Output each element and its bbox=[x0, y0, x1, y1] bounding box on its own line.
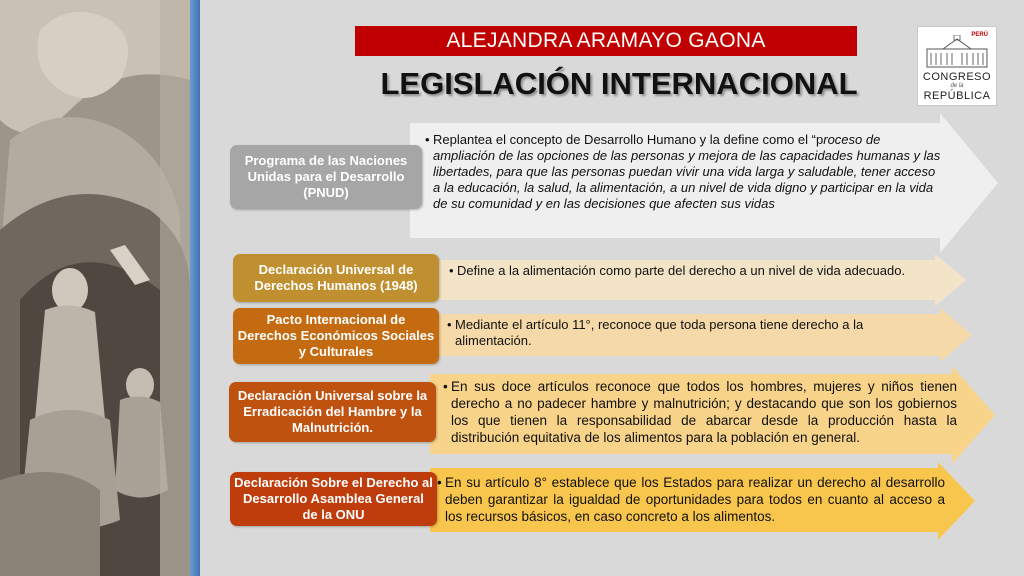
logo-line-3: REPÚBLICA bbox=[923, 90, 991, 102]
row-3-description: • Mediante el artículo 11°, reconoce que toda persona tiene derecho a la alimentación. bbox=[447, 317, 864, 348]
row-4-description: • En sus doce artículos reconoce que todos los hombres, mujeres y niños tienen derecho a no padecer hambre y malnutrición; y destacando que son los gobiernos los que tienen la responsabilidad de abarcar desde la producción hasta la distribución equitativa de los alimentos para la población en general. bbox=[443, 379, 957, 445]
row-2-arrow bbox=[430, 254, 970, 306]
row-2-label: Declaración Universal de Derechos Humanos (1948) bbox=[233, 254, 439, 302]
logo-line-2: de la bbox=[950, 83, 964, 89]
facade-photo bbox=[0, 0, 190, 576]
accent-bar bbox=[190, 0, 200, 576]
row-2-description: • Define a la alimentación como parte del derecho a un nivel de vida adecuado. bbox=[449, 263, 906, 278]
row-5-label: Declaración Sobre el Derecho al Desarrollo Asamblea General de la ONU bbox=[230, 472, 437, 526]
row-5-description: • En su artículo 8° establece que los Estados para realizar un derecho al desarrollo deben garantizar la igualdad de oportunidades para todos en cuanto al acceso a los recursos básicos, en caso concreto a los alimentos. bbox=[437, 475, 945, 524]
page-title: LEGISLACIÓN INTERNACIONAL bbox=[380, 66, 858, 101]
facade-illustration bbox=[0, 0, 190, 576]
congreso-logo bbox=[917, 26, 997, 106]
row-3-label: Pacto Internacional de Derechos Económicos Sociales y Culturales bbox=[233, 308, 439, 364]
row-1-label: Programa de las Naciones Unidas para el Desarrollo (PNUD) bbox=[230, 145, 422, 209]
row-1-description: • Replantea el concepto de Desarrollo Humano y la define como el “proceso de ampliación de las opciones de las personas y mejora de las capacidades humanas y las libertades, para que las personas puedan vivir una vida larga y saludable, tener acceso a la educación, la salud, la alimentación, a un nivel de vida digno y participar en la vida de su comunidad y en las decisiones que afecten sus vidas bbox=[425, 132, 941, 211]
logo-line-1: CONGRESO bbox=[922, 71, 992, 83]
author-banner: ALEJANDRA ARAMAYO GAONA bbox=[355, 26, 857, 56]
logo-country: PERÚ bbox=[971, 32, 988, 38]
row-4-label: Declaración Universal sobre la Erradicación del Hambre y la Malnutrición. bbox=[229, 382, 436, 442]
building-icon bbox=[925, 35, 989, 69]
